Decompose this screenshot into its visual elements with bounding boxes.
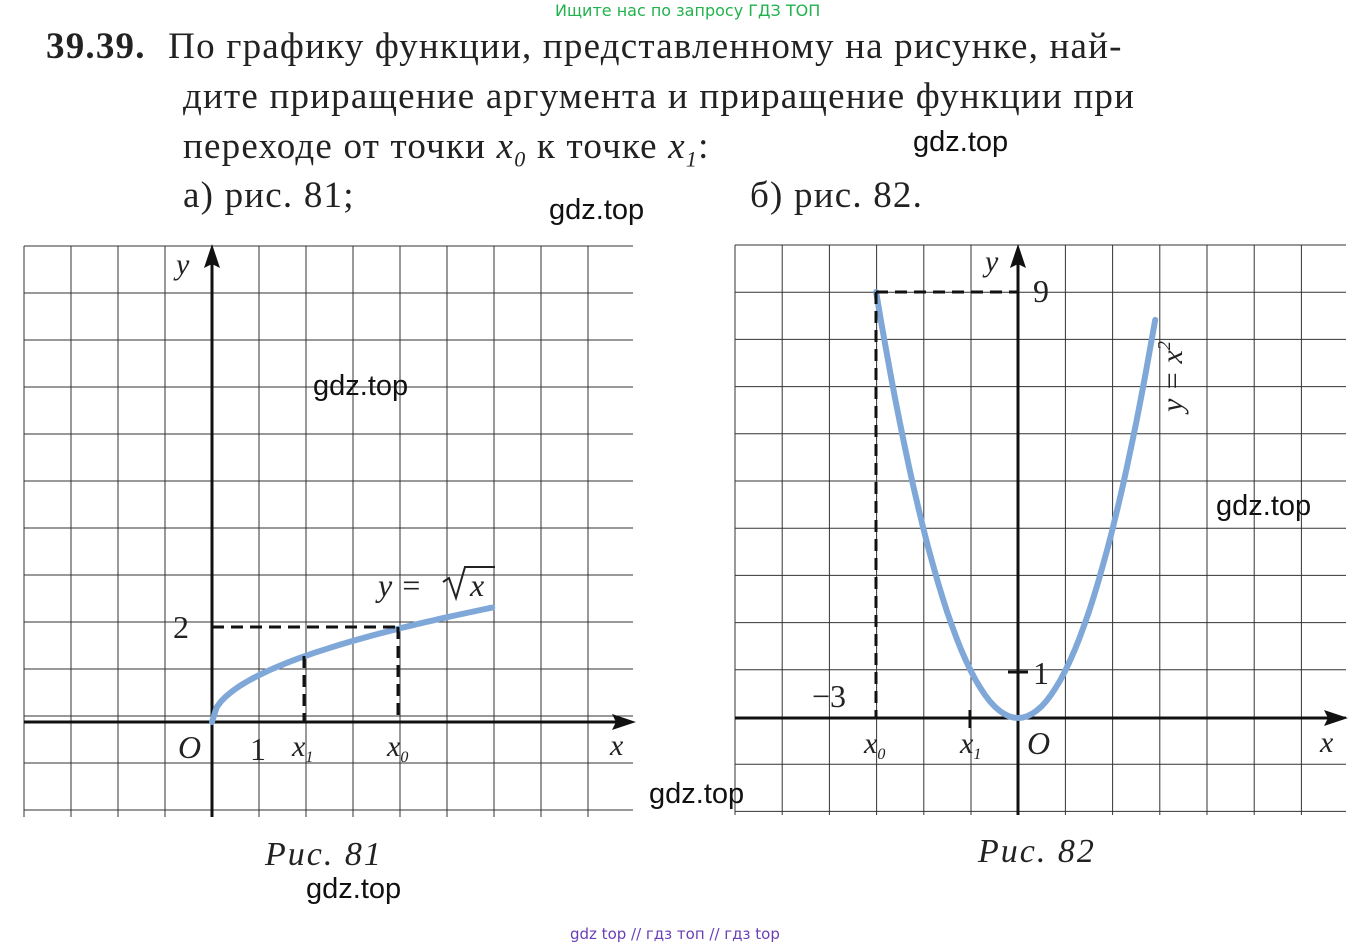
dashes-82 bbox=[876, 292, 1018, 718]
fig81-caption: Рис. 81 bbox=[265, 836, 383, 873]
watermark: gdz.top bbox=[1216, 490, 1312, 522]
fig82-tick-1: 1 bbox=[1033, 655, 1049, 691]
watermark: gdz.top bbox=[649, 778, 745, 810]
fig82-caption: Рис. 82 bbox=[978, 833, 1096, 870]
watermark: gdz.top bbox=[913, 126, 1009, 158]
problem-text-3a: переходе от точки bbox=[183, 126, 487, 167]
x1-symbol: $x_1$ bbox=[668, 126, 699, 172]
problem-number: 39.39. bbox=[46, 26, 146, 67]
fig82-tick-9: 9 bbox=[1033, 273, 1049, 309]
fig81-formula-arg: x bbox=[470, 567, 485, 603]
fig82-x0-label: $x_0$ bbox=[864, 727, 886, 763]
footer-links[interactable]: gdz top // гдз топ // гдз top bbox=[570, 925, 780, 943]
x0-symbol: $x_0$ bbox=[496, 126, 527, 172]
top-banner[interactable]: Ищите нас по запросу ГДЗ ТОП bbox=[555, 1, 821, 20]
fig81-tick-1: 1 bbox=[250, 731, 266, 767]
fig82-axis-x: x bbox=[1320, 726, 1334, 759]
problem-line-2: дите приращение аргумента и приращение функции при bbox=[183, 76, 1136, 117]
fig81-x1-label: $x_1$ bbox=[292, 730, 314, 766]
fig82-tick-neg3: −3 bbox=[812, 678, 847, 714]
fig81-x0-label: $x_0$ bbox=[387, 730, 409, 766]
fig82-origin: O bbox=[1027, 725, 1051, 761]
parabola-curve bbox=[876, 292, 1155, 718]
watermark: gdz.top bbox=[549, 194, 645, 226]
fig81-axis-y: y bbox=[176, 248, 190, 281]
watermark: gdz.top bbox=[313, 370, 409, 402]
fig81-axis-x: x bbox=[610, 729, 624, 762]
fig81-formula: y = bbox=[378, 567, 422, 603]
watermark: gdz.top bbox=[306, 873, 402, 905]
part-b-label: б) рис. 82. bbox=[750, 175, 924, 216]
fig81-tick-2: 2 bbox=[173, 609, 189, 645]
part-a-label: а) рис. 81; bbox=[183, 175, 355, 216]
problem-text-3b: к точке bbox=[536, 126, 658, 167]
fig82-formula: $y = x^2$ bbox=[1154, 341, 1189, 412]
fig82-axis-y: y bbox=[985, 245, 999, 278]
fig82-x1-label: $x_1$ bbox=[960, 727, 982, 763]
fig81-origin: O bbox=[178, 729, 202, 765]
problem-text-1: По графику функции, представленному на рисунке, най- bbox=[168, 26, 1123, 67]
problem-line-3: переходе от точки $x_0$ к точке $x_1$: bbox=[183, 126, 710, 172]
